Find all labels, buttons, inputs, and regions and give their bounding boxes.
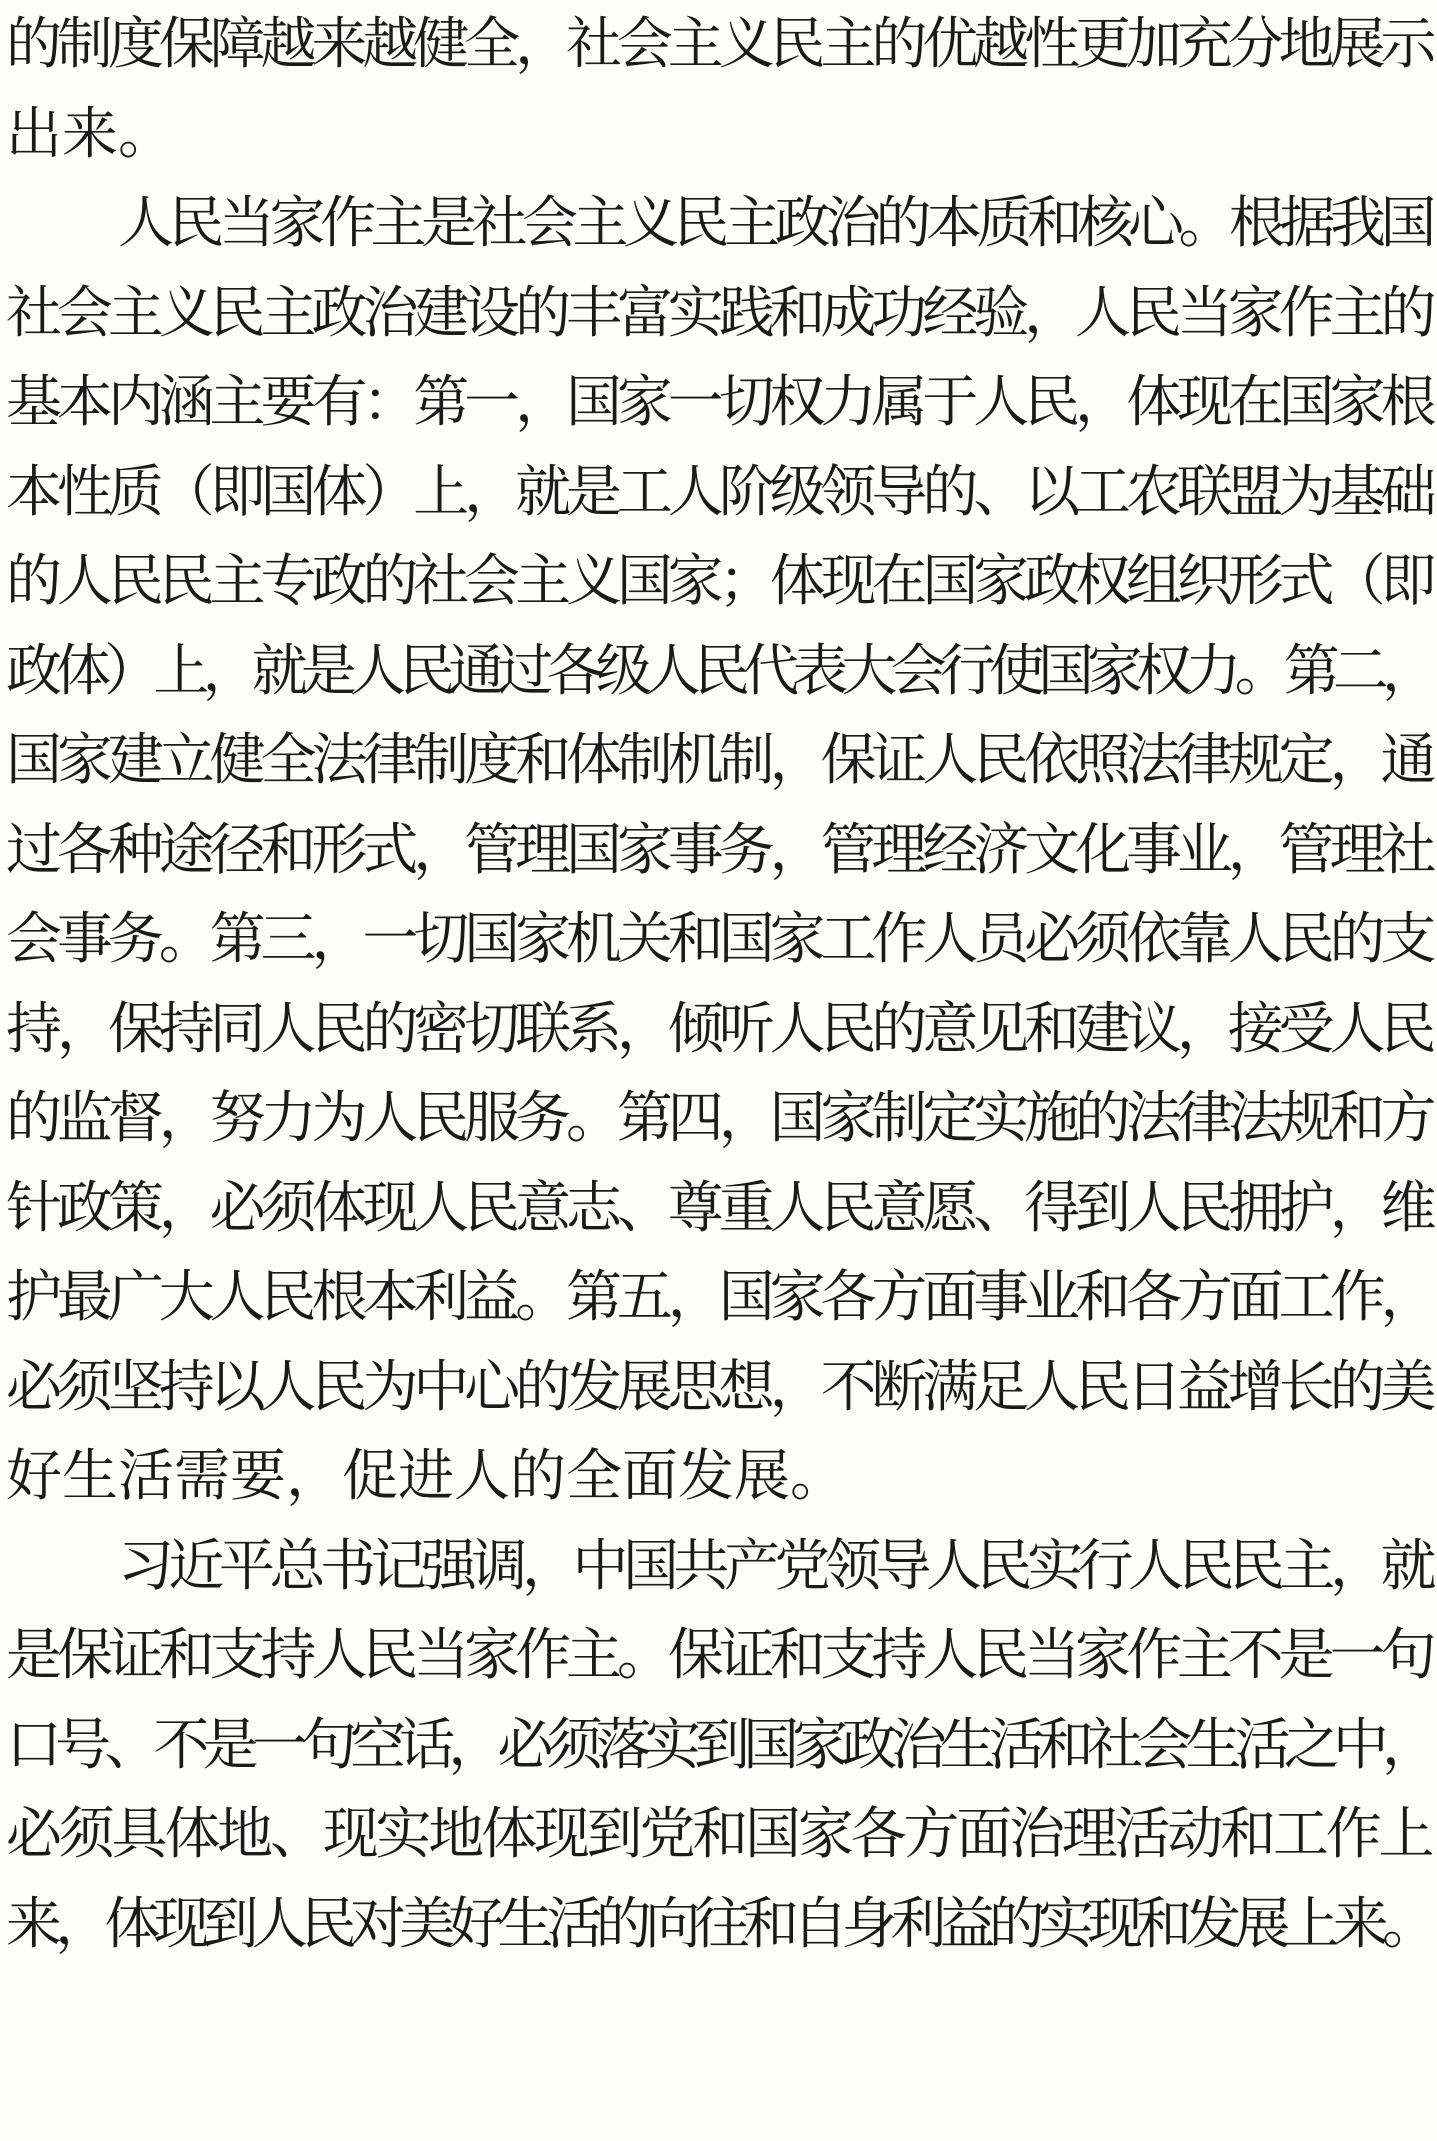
- text-line: 来，体现到人民对美好生活的向往和自身利益的实现和发展上来。: [6, 1891, 1431, 1957]
- text-line: 的人民民主专政的社会主义国家；体现在国家政权组织形式（即: [6, 549, 1431, 614]
- text-line: 社会主义民主政治建设的丰富实践和成功经验，人民当家作主的: [6, 280, 1431, 346]
- paragraph-first-line: 习近平总书记强调，中国共产党领导人民实行人民民主，就: [118, 1533, 1431, 1599]
- text-line: 口号、不是一句空话，必须落实到国家政治生活和社会生活之中，: [6, 1712, 1431, 1778]
- text-line: 会事务。第三，一切国家机关和国家工作人员必须依靠人民的支: [6, 907, 1431, 972]
- text-line: 必须具体地、现实地体现到党和国家各方面治理活动和工作上: [6, 1802, 1431, 1867]
- text-line: 持，保持同人民的密切联系，倾听人民的意见和建议，接受人民: [6, 996, 1431, 1062]
- text-line: 护最广大人民根本利益。第五，国家各方面事业和各方面工作，: [6, 1265, 1431, 1330]
- text-line: 必须坚持以人民为中心的发展思想，不断满足人民日益增长的美: [6, 1354, 1431, 1420]
- paragraph-first-line: 人民当家作主是社会主义民主政治的本质和核心。根据我国: [118, 191, 1431, 256]
- text-line: 本性质（即国体）上，就是工人阶级领导的、以工农联盟为基础: [6, 459, 1431, 525]
- text-line: 针政策，必须体现人民意志、尊重人民意愿、得到人民拥护，维: [6, 1175, 1431, 1241]
- text-line: 过各种途径和形式，管理国家事务，管理经济文化事业，管理社: [6, 817, 1431, 883]
- text-line: 的制度保障越来越健全，社会主义民主的优越性更加充分地展示: [6, 12, 1431, 77]
- text-line: 政体）上，就是人民通过各级人民代表大会行使国家权力。第二，: [6, 638, 1431, 704]
- text-line: 国家建立健全法律制度和体制机制，保证人民依照法律规定，通: [6, 728, 1431, 793]
- text-line: 的监督，努力为人民服务。第四，国家制定实施的法律法规和方: [6, 1086, 1431, 1151]
- text-line: 是保证和支持人民当家作主。保证和支持人民当家作主不是一句: [6, 1623, 1431, 1688]
- text-line: 基本内涵主要有：第一，国家一切权力属于人民，体现在国家根: [6, 370, 1431, 435]
- text-line: 出来。: [6, 101, 174, 167]
- body-text: [6, 0, 1431, 1969]
- text-line: 好生活需要，促进人的全面发展。: [6, 1444, 846, 1509]
